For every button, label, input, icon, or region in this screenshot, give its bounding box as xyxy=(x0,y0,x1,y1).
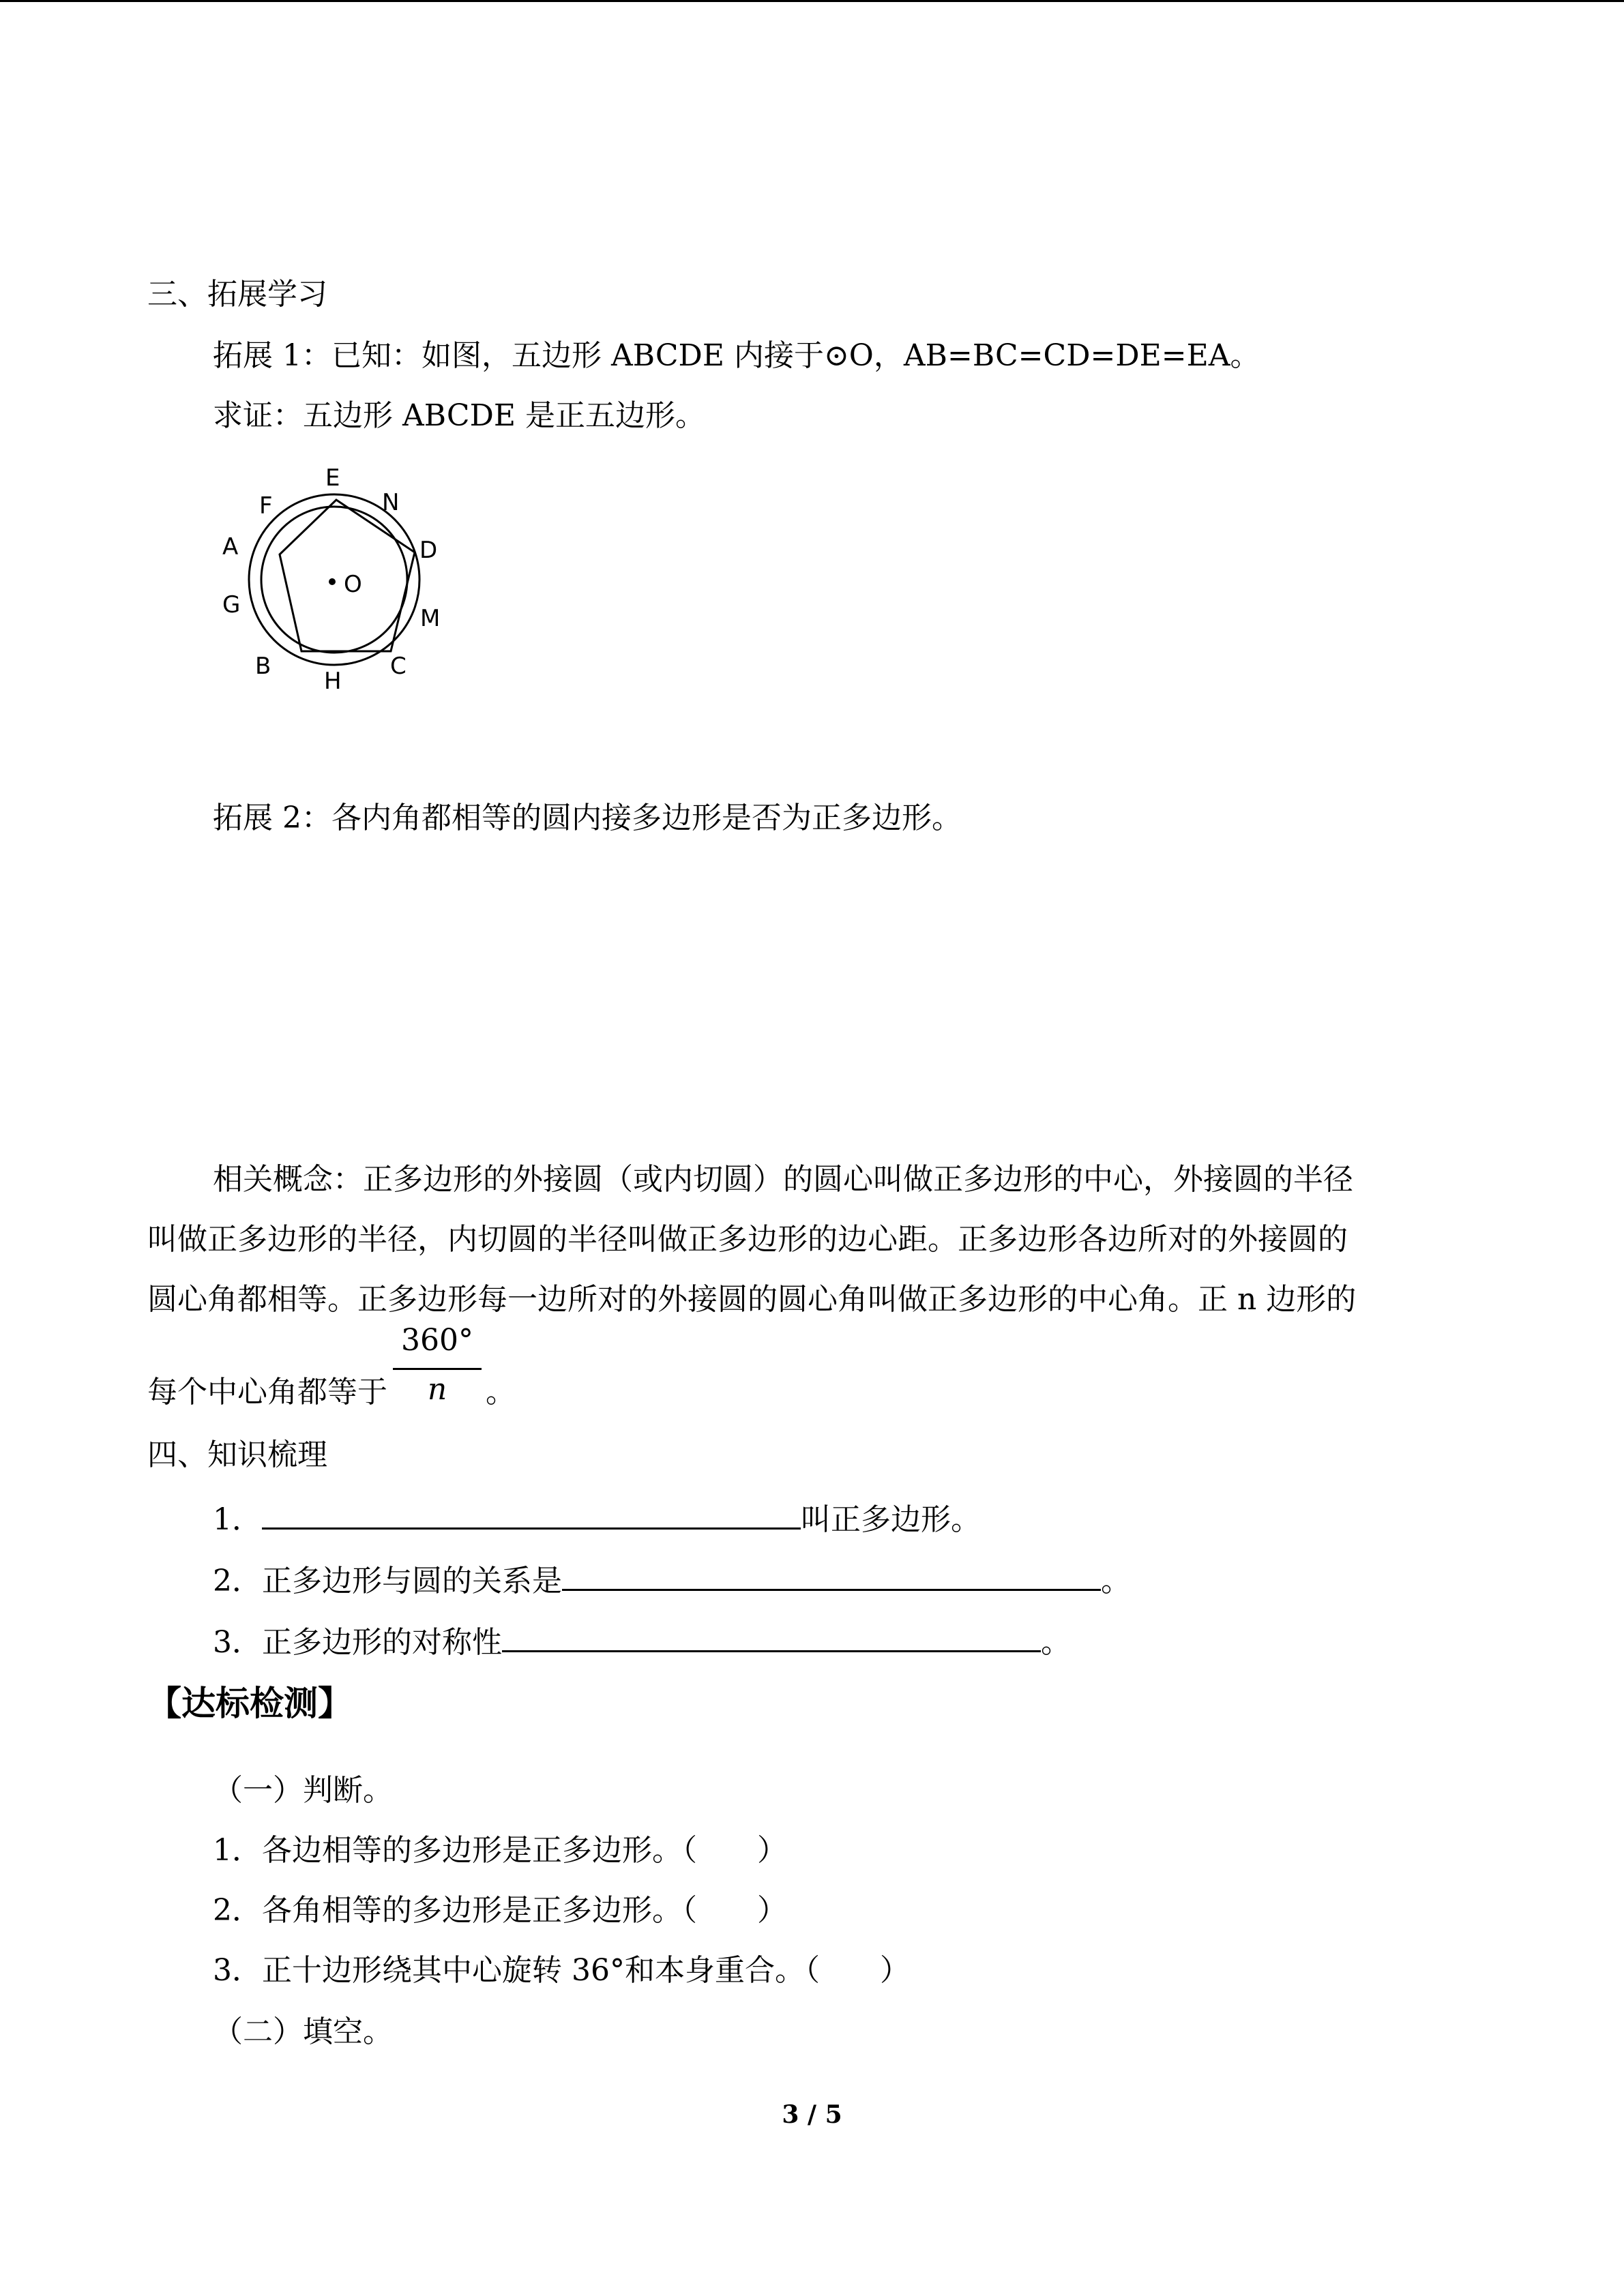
judgement-question-3: 3．正十边形绕其中心旋转 36°和本身重合。（ ） xyxy=(213,1953,910,1988)
label-f: F xyxy=(259,492,273,520)
concept-line-3: 圆心角都相等。正多边形每一边所对的外接圆的圆心角叫做正多边形的中心角。正 n 边形的 xyxy=(147,1282,1357,1317)
label-c: C xyxy=(390,653,407,680)
item-3-end: 。 xyxy=(1041,1625,1071,1660)
judgement-question-1: 1．各边相等的多边形是正多边形。（ ） xyxy=(213,1833,787,1868)
label-o: O xyxy=(344,571,362,598)
label-d: D xyxy=(419,537,438,564)
label-b: B xyxy=(255,653,271,680)
label-e: E xyxy=(325,464,340,492)
item-3-text: 3．正多边形的对称性 xyxy=(213,1625,502,1660)
part-1-title: （一）判断。 xyxy=(213,1773,393,1808)
extension-2: 拓展 2：各内角都相等的圆内接多边形是否为正多边形。 xyxy=(213,801,962,835)
item-2-end: 。 xyxy=(1101,1564,1131,1598)
page-top-border xyxy=(0,0,1624,2)
fraction-bar xyxy=(393,1368,482,1370)
concept-line-2: 叫做正多边形的半径，内切圆的半径叫做正多边形的边心距。正多边形各边所对的外接圆的 xyxy=(147,1222,1348,1257)
concept-line-4-prefix: 每个中心角都等于 xyxy=(147,1375,387,1410)
item-3-blank[interactable] xyxy=(502,1619,1041,1652)
concept-line-4-suffix: 。 xyxy=(486,1375,516,1410)
check-section-title: 【达标检测】 xyxy=(147,1684,352,1723)
pentagon-inscribed-circle-figure xyxy=(211,457,464,702)
label-n: N xyxy=(382,489,400,516)
page-number: 3 / 5 xyxy=(782,2100,842,2129)
extension-1-given: 拓展 1：已知：如图，五边形 ABCDE 内接于⊙O，AB=BC=CD=DE=EA。 xyxy=(213,338,1260,373)
extension-1-prove: 求证：五边形 ABCDE 是正五边形。 xyxy=(213,398,705,433)
item-2-blank[interactable] xyxy=(562,1557,1101,1591)
concept-line-1: 相关概念：正多边形的外接圆（或内切圆）的圆心叫做正多边形的中心，外接圆的半径 xyxy=(213,1162,1353,1197)
label-h: H xyxy=(324,668,342,695)
central-angle-fraction xyxy=(393,1323,482,1418)
part-2-title: （二）填空。 xyxy=(213,2014,393,2049)
center-point xyxy=(329,578,336,585)
section-4-title: 四、知识梳理 xyxy=(147,1437,327,1472)
item-2-text: 2．正多边形与圆的关系是 xyxy=(213,1564,562,1598)
item-1-text: 叫正多边形。 xyxy=(801,1502,981,1537)
label-g: G xyxy=(222,591,241,618)
fraction-denominator: n xyxy=(427,1372,447,1407)
knowledge-item-3 xyxy=(213,1619,1071,1663)
label-m: M xyxy=(420,605,441,632)
judgement-question-2: 2．各角相等的多边形是正多边形。（ ） xyxy=(213,1893,787,1928)
knowledge-item-1 xyxy=(213,1496,981,1540)
knowledge-item-2 xyxy=(213,1557,1131,1602)
item-1-blank[interactable] xyxy=(262,1496,801,1530)
label-a: A xyxy=(222,533,239,561)
fraction-numerator: 360° xyxy=(401,1323,473,1358)
item-1-number: 1． xyxy=(213,1502,262,1537)
section-3-title: 三、拓展学习 xyxy=(147,277,327,312)
